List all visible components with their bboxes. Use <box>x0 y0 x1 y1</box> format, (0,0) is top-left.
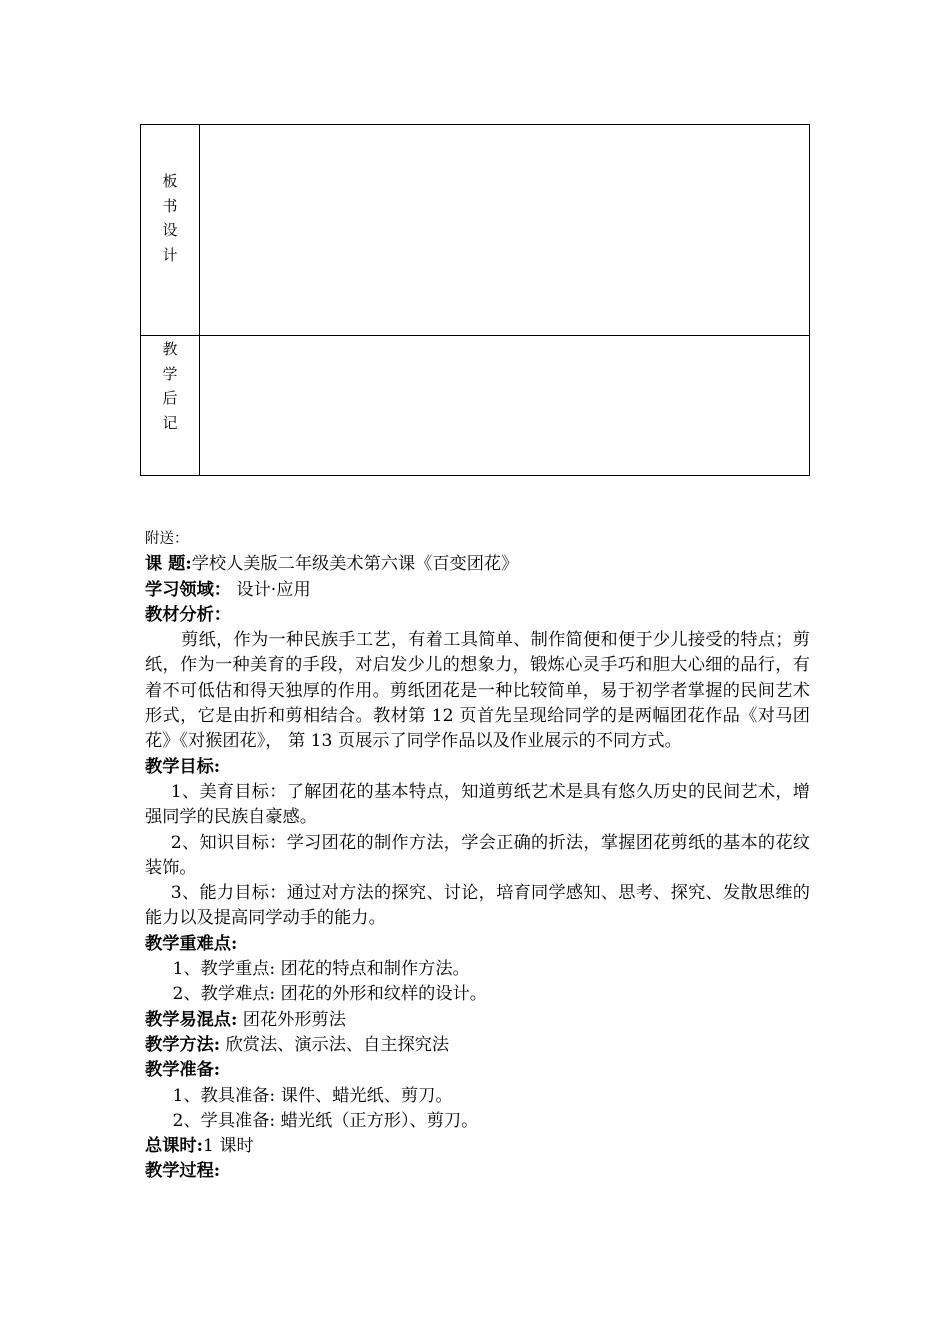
board-design-label-cell <box>141 125 200 336</box>
key-point-focus: 1、教学重点: 团花的特点和制作方法。 <box>172 959 470 980</box>
preparation-teacher: 1、教具准备: 课件、蜡光纸、剪刀。 <box>172 1085 453 1106</box>
method-value: 欣赏法、演示法、自主探究法 <box>220 1034 450 1055</box>
lesson-title-line <box>145 552 810 577</box>
lesson-plan-table <box>140 124 810 476</box>
key-point-difficulty: 2、教学难点: 团花的外形和纹样的设计。 <box>172 984 487 1005</box>
learning-domain-value: 设计·应用 <box>230 579 311 600</box>
appendix-label: 附送： <box>145 531 189 547</box>
preparation-heading: 教学准备: <box>145 1060 221 1081</box>
preparation-student: 2、学具准备: 蜡光纸（正方形）、剪刀。 <box>172 1110 479 1131</box>
confusion-key: 教学易混点: <box>145 1009 238 1030</box>
method-line <box>145 1033 810 1058</box>
teaching-notes-content-cell <box>200 336 810 476</box>
learning-domain-line <box>145 578 810 603</box>
teaching-notes-row <box>141 336 810 476</box>
key-points-heading: 教学重难点: <box>145 933 238 954</box>
goal-ability: 3、能力目标：通过对方法的探究、讨论，培育同学感知、思考、探究、发散思维的能力以及提高同学动手的能力。 <box>145 883 810 929</box>
board-design-row <box>141 125 810 336</box>
lesson-title-value: 学校人美版二年级美术第六课《百变团花》 <box>191 554 519 575</box>
method-key: 教学方法: <box>145 1034 221 1055</box>
teaching-goals-heading: 教学目标: <box>145 756 221 777</box>
confusion-value: 团花外形剪法 <box>237 1009 346 1030</box>
goal-knowledge: 2、知识目标：学习团花的制作方法，学会正确的折法，掌握团花剪纸的基本的花纹装饰。 <box>145 832 810 878</box>
board-design-content-cell <box>200 125 810 336</box>
material-analysis-text: 剪纸，作为一种民族手工艺，有着工具简单、制作简便和便于少儿接受的特点；剪纸，作为一种美育的手段，对启发少儿的想象力，锻炼心灵手巧和胆大心细的品行，有着不可低估和得天独厚的作用。剪纸团花是一种比较简单，易于初学者掌握的民间艺术形式，它是由折和剪相结合。教材第 12 页首先呈现给同学的是两幅团花作品《对马团花》《对猴团花》， 第 13 页展示了同学作品以及作业展示的不同方式。 <box>145 630 810 752</box>
total-hours-value: 1 课时 <box>202 1136 254 1157</box>
material-analysis-heading: 教材分析： <box>145 604 231 625</box>
lesson-document <box>145 527 810 1185</box>
learning-domain-key: 学习领域： <box>145 579 231 600</box>
lesson-title-key: 课 题: <box>145 554 192 575</box>
confusion-line <box>145 1008 810 1033</box>
goal-aesthetic: 1、美育目标：了解团花的基本特点，知道剪纸艺术是具有悠久历史的民间艺术，增强同学的民族自豪感。 <box>145 781 810 828</box>
total-hours-line <box>145 1134 810 1159</box>
teaching-process-heading: 教学过程: <box>145 1161 221 1182</box>
board-design-label: 板书设计 <box>162 172 178 264</box>
teaching-notes-label-cell <box>141 336 200 476</box>
total-hours-key: 总课时: <box>145 1136 203 1157</box>
teaching-notes-label: 教学后记 <box>162 340 178 432</box>
